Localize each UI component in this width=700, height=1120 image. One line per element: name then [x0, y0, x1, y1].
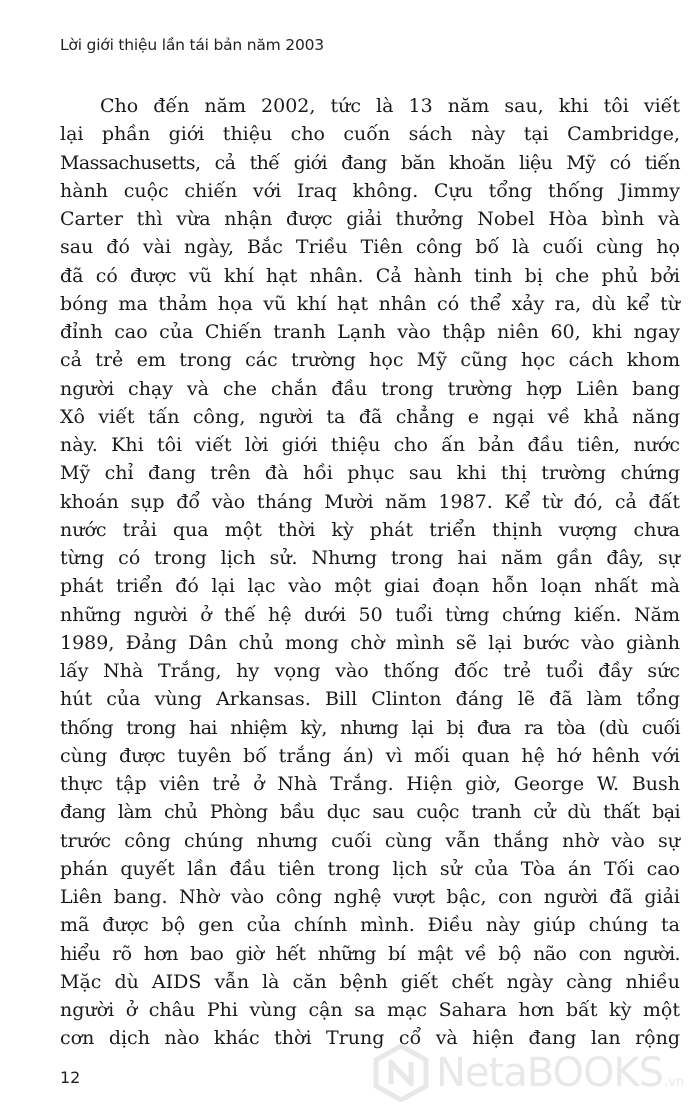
text-line: cơn dịch nào khác thời Trung cổ và hiện đang lan rộng	[60, 1027, 680, 1050]
text-line: 1989, Đảng Dân chủ mong chờ mình sẽ lại bước vào giành	[60, 631, 680, 654]
text-line: hút của vùng Arkansas. Bill Clinton đáng lẽ đã làm tổng	[60, 688, 680, 711]
watermark-text: NetaBOOKS	[436, 1050, 664, 1096]
text-line: từng có trong lịch sử. Nhưng trong hai năm gần đây, sự	[60, 547, 680, 569]
text-line: trước công chúng nhưng cuối cùng vẫn thắng nhờ vào sự	[60, 829, 680, 852]
text-line: đã có được vũ khí hạt nhân. Cả hành tinh bị che phủ bởi	[60, 264, 680, 287]
text-line: phán quyết lần đầu tiên trong lịch sử của Tòa án Tối cao	[60, 857, 680, 880]
text-line: người chạy và che chắn đầu trong trường hợp Liên bang	[60, 377, 680, 400]
text-line: Liên bang. Nhờ vào công nghệ vượt bậc, con người đã giải	[60, 886, 680, 908]
body-paragraph	[60, 92, 680, 1053]
text-line: đỉnh cao của Chiến tranh Lạnh vào thập niên 60, khi ngay	[60, 321, 680, 343]
text-line: Mỹ chỉ đang trên đà hồi phục sau khi thị trường chứng	[60, 462, 680, 485]
text-line: Mặc dù AIDS vẫn là căn bệnh giết chết ngày càng nhiều	[60, 970, 680, 993]
netabooks-n-logo-icon	[372, 1044, 430, 1102]
text-line: này. Khi tôi viết lời giới thiệu cho ấn bản đầu tiên, nước	[60, 434, 680, 456]
watermark-suffix: .vn	[664, 1075, 685, 1090]
text-line: Cho đến năm 2002, tức là 13 năm sau, khi tôi viết	[100, 95, 680, 117]
text-line: cùng được tuyên bố trắng án) vì mối quan hệ hớ hênh với	[60, 744, 680, 767]
text-line: bóng ma thảm họa vũ khí hạt nhân có thể xảy ra, dù kể từ	[60, 292, 680, 315]
text-line: thực tập viên trẻ ở Nhà Trắng. Hiện giờ, George W. Bush	[60, 773, 680, 795]
text-line: nước trải qua một thời kỳ phát triển thịnh vượng chưa	[60, 518, 680, 541]
text-line: người ở châu Phi vùng cận sa mạc Sahara hơn bất kỳ một	[60, 999, 680, 1021]
text-line: Xô viết tấn công, người ta đã chẳng e ngại về khả năng	[60, 405, 680, 428]
text-line: Massachusetts, cả thế giới đang băn khoăn liệu Mỹ có tiến	[60, 151, 680, 174]
text-line: phát triển đó lại lạc vào một giai đoạn hỗn loạn nhất mà	[60, 575, 680, 598]
running-header-title: Lời giới thiệu lần tái bản năm 2003	[60, 36, 324, 54]
text-line: thống trong hai nhiệm kỳ, nhưng lại bị đưa ra tòa (dù cuối	[60, 716, 680, 739]
text-line: cả trẻ em trong các trường học Mỹ cũng học cách khom	[60, 349, 680, 372]
text-line: hành cuộc chiến với Iraq không. Cựu tổng thống Jimmy	[60, 179, 680, 202]
page-number: 12	[60, 1068, 81, 1087]
text-line: Carter thì vừa nhận được giải thưởng Nobel Hòa bình và	[60, 208, 680, 230]
text-line: đang làm chủ Phòng bầu dục sau cuộc tranh cử dù thất bại	[60, 801, 680, 824]
text-line: lấy Nhà Trắng, hy vọng vào thống đốc trẻ tuổi đầy sức	[60, 660, 680, 682]
text-line: mã được bộ gen của chính mình. Điều này giúp chúng ta	[60, 914, 680, 937]
text-line: khoán sụp đổ vào tháng Mười năm 1987. Kể từ đó, cả đất	[60, 490, 680, 513]
watermark	[372, 1040, 684, 1106]
text-line: lại phần giới thiệu cho cuốn sách này tại Cambridge,	[60, 123, 680, 146]
text-line: những người ở thế hệ dưới 50 tuổi từng chứng kiến. Năm	[60, 603, 680, 626]
text-line: hiểu rõ hơn bao giờ hết những bí mật về bộ não con người.	[60, 942, 680, 965]
text-line: sau đó vài ngày, Bắc Triều Tiên công bố là cuối cùng họ	[60, 236, 680, 259]
